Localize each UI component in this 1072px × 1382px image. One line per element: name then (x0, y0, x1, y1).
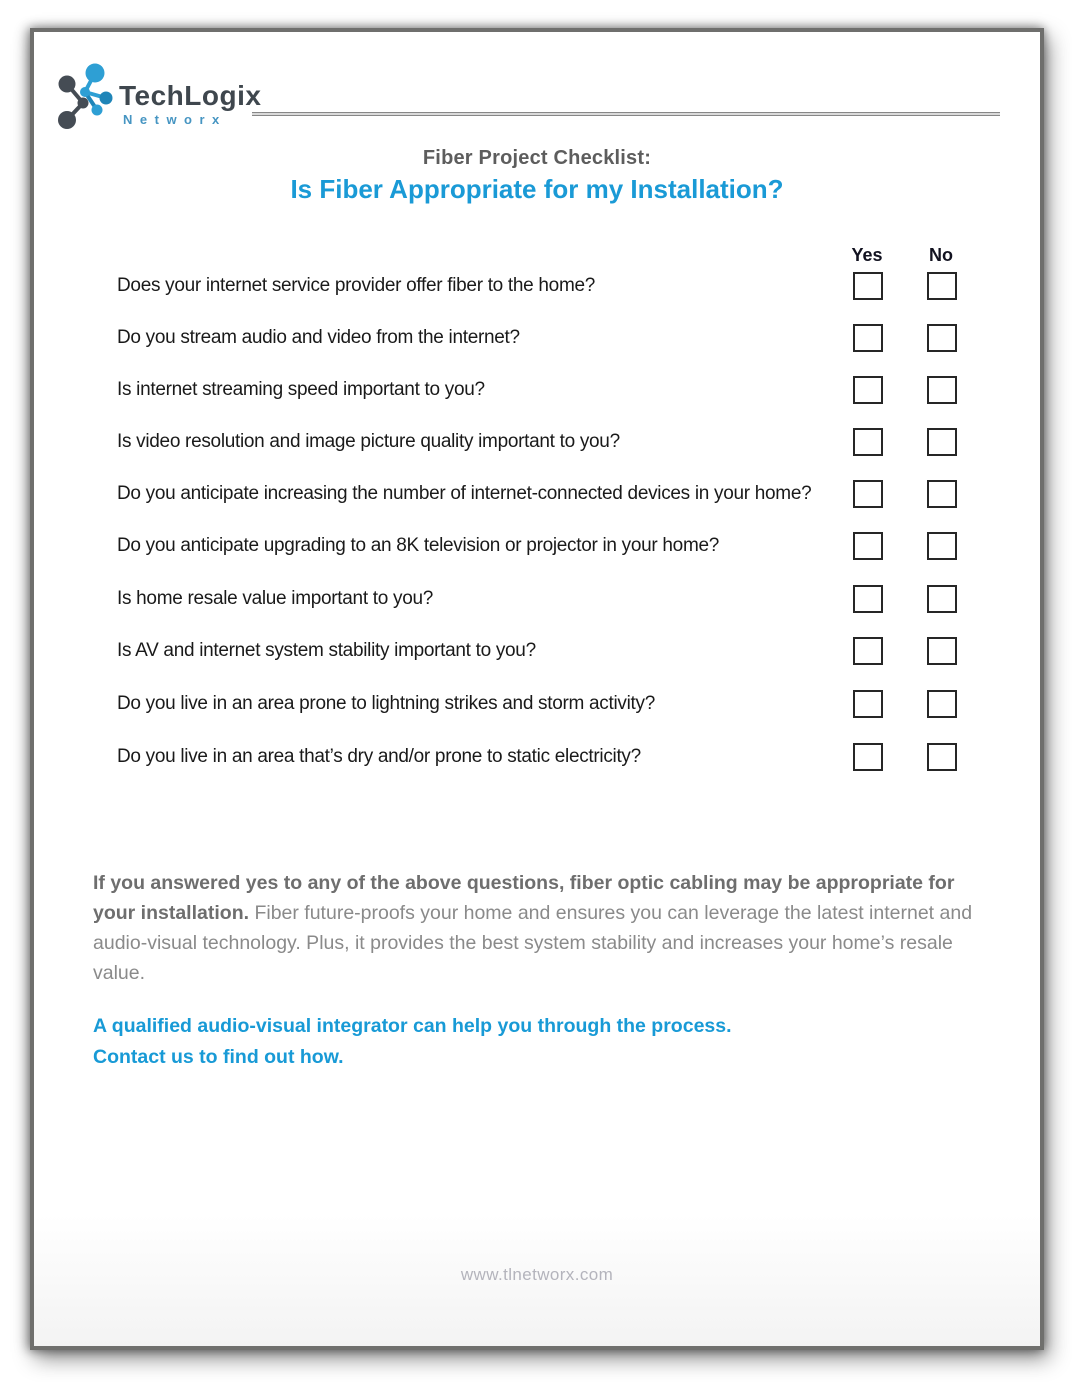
checklist-row (34, 428, 1040, 458)
yes-checkbox[interactable] (853, 743, 883, 771)
checklist-row (34, 585, 1040, 615)
question-text: Is AV and internet system stability important to you? (117, 640, 536, 661)
yes-checkbox[interactable] (853, 376, 883, 404)
question-text: Is video resolution and image picture quality important to you? (117, 431, 620, 452)
yes-checkbox[interactable] (853, 324, 883, 352)
checklist-row (34, 743, 1040, 773)
no-checkbox[interactable] (927, 272, 957, 300)
header-divider (252, 112, 1000, 116)
techlogix-logo-icon (56, 58, 120, 138)
yes-checkbox[interactable] (853, 480, 883, 508)
yes-checkbox[interactable] (853, 532, 883, 560)
question-text: Do you live in an area that’s dry and/or prone to static electricity? (117, 746, 641, 767)
summary-paragraph (93, 868, 999, 988)
cta-line-1: A qualified audio-visual integrator can help you through the process. (93, 1015, 732, 1037)
no-checkbox[interactable] (927, 743, 957, 771)
cta-line-2: Contact us to find out how. (93, 1046, 344, 1068)
yes-checkbox[interactable] (853, 690, 883, 718)
checklist-row (34, 272, 1040, 302)
no-checkbox[interactable] (927, 585, 957, 613)
question-text: Is home resale value important to you? (117, 588, 433, 609)
checklist-row (34, 376, 1040, 406)
no-checkbox[interactable] (927, 324, 957, 352)
summary-body-text: Fiber future-proofs your home and ensures you can leverage the latest internet and audio-visual technology. Plus, it provides the best system stability and increases your home’s resale value. (93, 902, 973, 984)
no-checkbox[interactable] (927, 690, 957, 718)
question-text: Does your internet service provider offer fiber to the home? (117, 275, 596, 296)
no-checkbox[interactable] (927, 480, 957, 508)
checklist-row (34, 324, 1040, 354)
brand-name: TechLogix (119, 80, 262, 111)
yes-checkbox[interactable] (853, 637, 883, 665)
checklist-row (34, 532, 1040, 562)
footer-url: www.tlnetworx.com (460, 1265, 614, 1284)
question-text: Do you anticipate upgrading to an 8K television or projector in your home? (117, 535, 720, 556)
checklist-row (34, 637, 1040, 667)
yes-checkbox[interactable] (853, 272, 883, 300)
no-checkbox[interactable] (927, 532, 957, 560)
summary-lead-text: If you answered yes to any of the above questions, fiber optic cabling may be appropriate for your installation. (93, 872, 955, 924)
question-text: Do you live in an area prone to lightning strikes and storm activity? (117, 693, 655, 714)
no-column-header: No (929, 245, 953, 265)
document-subtitle: Fiber Project Checklist: (422, 147, 652, 169)
question-text: Do you stream audio and video from the internet? (117, 327, 520, 348)
yes-checkbox[interactable] (853, 428, 883, 456)
no-checkbox[interactable] (927, 376, 957, 404)
checklist-row (34, 690, 1040, 720)
document-page (30, 28, 1044, 1350)
no-checkbox[interactable] (927, 637, 957, 665)
no-checkbox[interactable] (927, 428, 957, 456)
yes-checkbox[interactable] (853, 585, 883, 613)
cta-block (93, 1011, 999, 1073)
question-text: Do you anticipate increasing the number of internet-connected devices in your home? (117, 483, 812, 504)
brand-subtitle: Networx (123, 112, 227, 127)
yes-column-header: Yes (851, 245, 883, 265)
question-text: Is internet streaming speed important to you? (117, 379, 485, 400)
checklist-row (34, 480, 1040, 510)
document-title: Is Fiber Appropriate for my Installation? (290, 174, 784, 204)
